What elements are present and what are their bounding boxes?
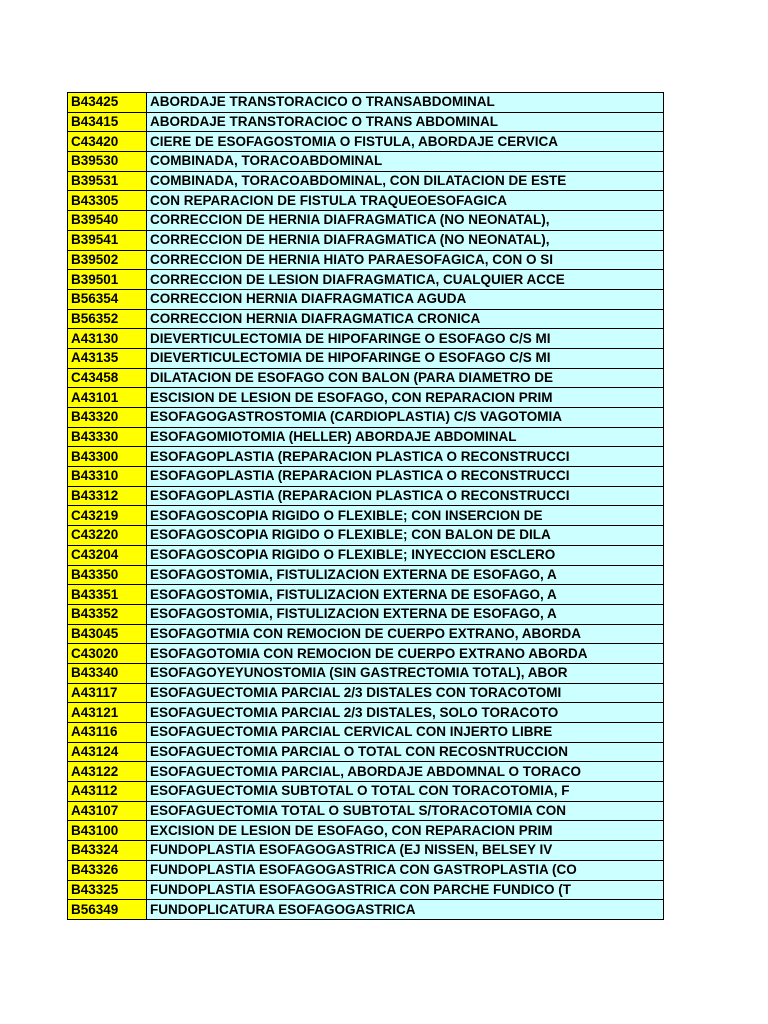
procedure-description-cell[interactable]: ESOFAGOYEYUNOSTOMIA (SIN GASTRECTOMIA TOTAL), ABOR: [147, 663, 664, 683]
procedure-code-cell[interactable]: B43326: [68, 860, 147, 880]
table-row: [68, 801, 664, 821]
procedure-code-cell[interactable]: B43310: [68, 467, 147, 487]
table-row: [68, 900, 664, 920]
procedure-description-cell[interactable]: CORRECCION DE HERNIA HIATO PARAESOFAGICA, CON O SI: [147, 250, 664, 270]
procedure-code-cell[interactable]: B43330: [68, 427, 147, 447]
procedure-code-cell[interactable]: A43101: [68, 388, 147, 408]
procedure-description-cell[interactable]: CORRECCION HERNIA DIAFRAGMATICA AGUDA: [147, 289, 664, 309]
table-row: [68, 408, 664, 428]
procedure-code-cell[interactable]: B39531: [68, 171, 147, 191]
procedure-code-cell[interactable]: A43122: [68, 762, 147, 782]
procedure-code-cell[interactable]: B43325: [68, 880, 147, 900]
table-row: [68, 880, 664, 900]
table-row: [68, 309, 664, 329]
table-row: [68, 506, 664, 526]
table-row: [68, 526, 664, 546]
procedure-code-cell[interactable]: A43135: [68, 348, 147, 368]
table-row: [68, 821, 664, 841]
procedure-code-cell[interactable]: B43415: [68, 112, 147, 132]
procedure-description-cell[interactable]: ESOFAGOMIOTOMIA (HELLER) ABORDAJE ABDOMINAL: [147, 427, 664, 447]
table-row: [68, 368, 664, 388]
table-row: [68, 624, 664, 644]
procedure-description-cell[interactable]: ESOFAGOPLASTIA (REPARACION PLASTICA O RECONSTRUCCI: [147, 447, 664, 467]
procedure-description-cell[interactable]: EXCISION DE LESION DE ESOFAGO, CON REPARACION PRIM: [147, 821, 664, 841]
procedure-code-cell[interactable]: B43352: [68, 604, 147, 624]
procedure-description-cell[interactable]: ESOFAGOPLASTIA (REPARACION PLASTICA O RECONSTRUCCI: [147, 467, 664, 487]
procedure-code-cell[interactable]: B43305: [68, 191, 147, 211]
procedure-description-cell[interactable]: ESOFAGOTOMIA CON REMOCION DE CUERPO EXTRANO ABORDA: [147, 644, 664, 664]
table-row: [68, 663, 664, 683]
procedure-description-cell[interactable]: CORRECCION HERNIA DIAFRAGMATICA CRONICA: [147, 309, 664, 329]
procedure-description-cell[interactable]: ESCISION DE LESION DE ESOFAGO, CON REPARACION PRIM: [147, 388, 664, 408]
procedure-code-cell[interactable]: B56354: [68, 289, 147, 309]
procedure-description-cell[interactable]: ESOFAGOSTOMIA, FISTULIZACION EXTERNA DE ESOFAGO, A: [147, 604, 664, 624]
procedure-description-cell[interactable]: DILATACION DE ESOFAGO CON BALON (PARA DIAMETRO DE: [147, 368, 664, 388]
table-row: [68, 762, 664, 782]
table-row: [68, 132, 664, 152]
table-row: [68, 723, 664, 743]
procedure-description-cell[interactable]: DIEVERTICULECTOMIA DE HIPOFARINGE O ESOFAGO C/S MI: [147, 329, 664, 349]
table-row: [68, 782, 664, 802]
table-row: [68, 289, 664, 309]
table-row: [68, 565, 664, 585]
procedure-code-cell[interactable]: A43112: [68, 782, 147, 802]
procedure-code-cell[interactable]: C43220: [68, 526, 147, 546]
procedure-description-cell[interactable]: ESOFAGUECTOMIA PARCIAL O TOTAL CON RECOSNTRUCCION: [147, 742, 664, 762]
procedure-description-cell[interactable]: ESOFAGOSCOPIA RIGIDO O FLEXIBLE; CON BALON DE DILA: [147, 526, 664, 546]
procedure-code-cell[interactable]: C43219: [68, 506, 147, 526]
table-row: [68, 860, 664, 880]
procedure-code-cell[interactable]: B39502: [68, 250, 147, 270]
procedure-description-cell[interactable]: CORRECCION DE HERNIA DIAFRAGMATICA (NO NEONATAL),: [147, 211, 664, 231]
table-row: [68, 329, 664, 349]
procedure-description-cell[interactable]: COMBINADA, TORACOABDOMINAL: [147, 152, 664, 172]
procedure-code-cell[interactable]: A43117: [68, 683, 147, 703]
procedure-code-cell[interactable]: B39530: [68, 152, 147, 172]
table-row: [68, 191, 664, 211]
procedure-description-cell[interactable]: CON REPARACION DE FISTULA TRAQUEOESOFAGICA: [147, 191, 664, 211]
procedure-description-cell[interactable]: CIERE DE ESOFAGOSTOMIA O FISTULA, ABORDAJE CERVICA: [147, 132, 664, 152]
table-row: [68, 486, 664, 506]
procedure-description-cell[interactable]: ESOFAGOSTOMIA, FISTULIZACION EXTERNA DE ESOFAGO, A: [147, 565, 664, 585]
table-row: [68, 348, 664, 368]
procedure-description-cell[interactable]: FUNDOPLASTIA ESOFAGOGASTRICA (EJ NISSEN, BELSEY IV: [147, 841, 664, 861]
table-row: [68, 270, 664, 290]
procedure-description-cell[interactable]: ESOFAGUECTOMIA PARCIAL, ABORDAJE ABDOMNAL O TORACO: [147, 762, 664, 782]
procedure-code-cell[interactable]: B56352: [68, 309, 147, 329]
table-row: [68, 644, 664, 664]
procedure-code-cell[interactable]: C43420: [68, 132, 147, 152]
table-row: [68, 171, 664, 191]
table-row: [68, 211, 664, 231]
procedure-code-rows: [68, 93, 664, 920]
table-row: [68, 742, 664, 762]
procedure-code-cell[interactable]: B43425: [68, 93, 147, 113]
table-row: [68, 112, 664, 132]
procedure-code-cell[interactable]: A43121: [68, 703, 147, 723]
procedure-code-cell[interactable]: C43204: [68, 545, 147, 565]
procedure-description-cell[interactable]: ESOFAGUECTOMIA TOTAL O SUBTOTAL S/TORACOTOMIA CON: [147, 801, 664, 821]
table-row: [68, 230, 664, 250]
procedure-code-cell[interactable]: A43107: [68, 801, 147, 821]
procedure-description-cell[interactable]: ESOFAGOSTOMIA, FISTULIZACION EXTERNA DE ESOFAGO, A: [147, 585, 664, 605]
table-row: [68, 585, 664, 605]
table-row: [68, 703, 664, 723]
procedure-code-cell[interactable]: B39501: [68, 270, 147, 290]
procedure-description-cell[interactable]: DIEVERTICULECTOMIA DE HIPOFARINGE O ESOFAGO C/S MI: [147, 348, 664, 368]
table-row: [68, 152, 664, 172]
procedure-description-cell[interactable]: COMBINADA, TORACOABDOMINAL, CON DILATACION DE ESTE: [147, 171, 664, 191]
procedure-code-cell[interactable]: C43020: [68, 644, 147, 664]
procedure-description-cell[interactable]: FUNDOPLICATURA ESOFAGOGASTRICA: [147, 900, 664, 920]
procedure-description-cell[interactable]: ESOFAGOTMIA CON REMOCION DE CUERPO EXTRANO, ABORDA: [147, 624, 664, 644]
table-row: [68, 427, 664, 447]
procedure-code-cell[interactable]: B43100: [68, 821, 147, 841]
procedure-description-cell[interactable]: ESOFAGOSCOPIA RIGIDO O FLEXIBLE; INYECCION ESCLERO: [147, 545, 664, 565]
procedure-description-cell[interactable]: ESOFAGUECTOMIA SUBTOTAL O TOTAL CON TORACOTOMIA, F: [147, 782, 664, 802]
procedure-description-cell[interactable]: ESOFAGUECTOMIA PARCIAL CERVICAL CON INJERTO LIBRE: [147, 723, 664, 743]
procedure-code-cell[interactable]: B43312: [68, 486, 147, 506]
table-row: [68, 841, 664, 861]
procedure-description-cell[interactable]: CORRECCION DE HERNIA DIAFRAGMATICA (NO NEONATAL),: [147, 230, 664, 250]
procedure-code-cell[interactable]: B56349: [68, 900, 147, 920]
procedure-code-cell[interactable]: B43324: [68, 841, 147, 861]
procedure-code-cell[interactable]: A43124: [68, 742, 147, 762]
procedure-code-cell[interactable]: B43350: [68, 565, 147, 585]
table-row: [68, 545, 664, 565]
procedure-code-cell[interactable]: B43351: [68, 585, 147, 605]
procedure-code-cell[interactable]: B43045: [68, 624, 147, 644]
procedure-description-cell[interactable]: FUNDOPLASTIA ESOFAGOGASTRICA CON GASTROPLASTIA (CO: [147, 860, 664, 880]
table-row: [68, 604, 664, 624]
procedure-code-cell[interactable]: A43116: [68, 723, 147, 743]
procedure-description-cell[interactable]: ABORDAJE TRANSTORACICO O TRANSABDOMINAL: [147, 93, 664, 113]
procedure-description-cell[interactable]: FUNDOPLASTIA ESOFAGOGASTRICA CON PARCHE FUNDICO (T: [147, 880, 664, 900]
procedure-description-cell[interactable]: ABORDAJE TRANSTORACIOC O TRANS ABDOMINAL: [147, 112, 664, 132]
procedure-code-cell[interactable]: B39540: [68, 211, 147, 231]
procedure-code-cell[interactable]: B39541: [68, 230, 147, 250]
table-row: [68, 388, 664, 408]
procedure-code-cell[interactable]: A43130: [68, 329, 147, 349]
procedure-description-cell[interactable]: ESOFAGOGASTROSTOMIA (CARDIOPLASTIA) C/S VAGOTOMIA: [147, 408, 664, 428]
table-row: [68, 250, 664, 270]
procedure-description-cell[interactable]: ESOFAGOPLASTIA (REPARACION PLASTICA O RECONSTRUCCI: [147, 486, 664, 506]
procedure-code-table: [67, 92, 664, 920]
table-row: [68, 447, 664, 467]
procedure-description-cell[interactable]: ESOFAGUECTOMIA PARCIAL 2/3 DISTALES, SOLO TORACOTO: [147, 703, 664, 723]
procedure-code-cell[interactable]: C43458: [68, 368, 147, 388]
procedure-description-cell[interactable]: ESOFAGOSCOPIA RIGIDO O FLEXIBLE; CON INSERCION DE: [147, 506, 664, 526]
procedure-code-cell[interactable]: B43300: [68, 447, 147, 467]
table-row: [68, 467, 664, 487]
table-row: [68, 683, 664, 703]
procedure-code-cell[interactable]: B43340: [68, 663, 147, 683]
procedure-code-cell[interactable]: B43320: [68, 408, 147, 428]
table-row: [68, 93, 664, 113]
procedure-description-cell[interactable]: ESOFAGUECTOMIA PARCIAL 2/3 DISTALES CON TORACOTOMI: [147, 683, 664, 703]
procedure-description-cell[interactable]: CORRECCION DE LESION DIAFRAGMATICA, CUALQUIER ACCE: [147, 270, 664, 290]
